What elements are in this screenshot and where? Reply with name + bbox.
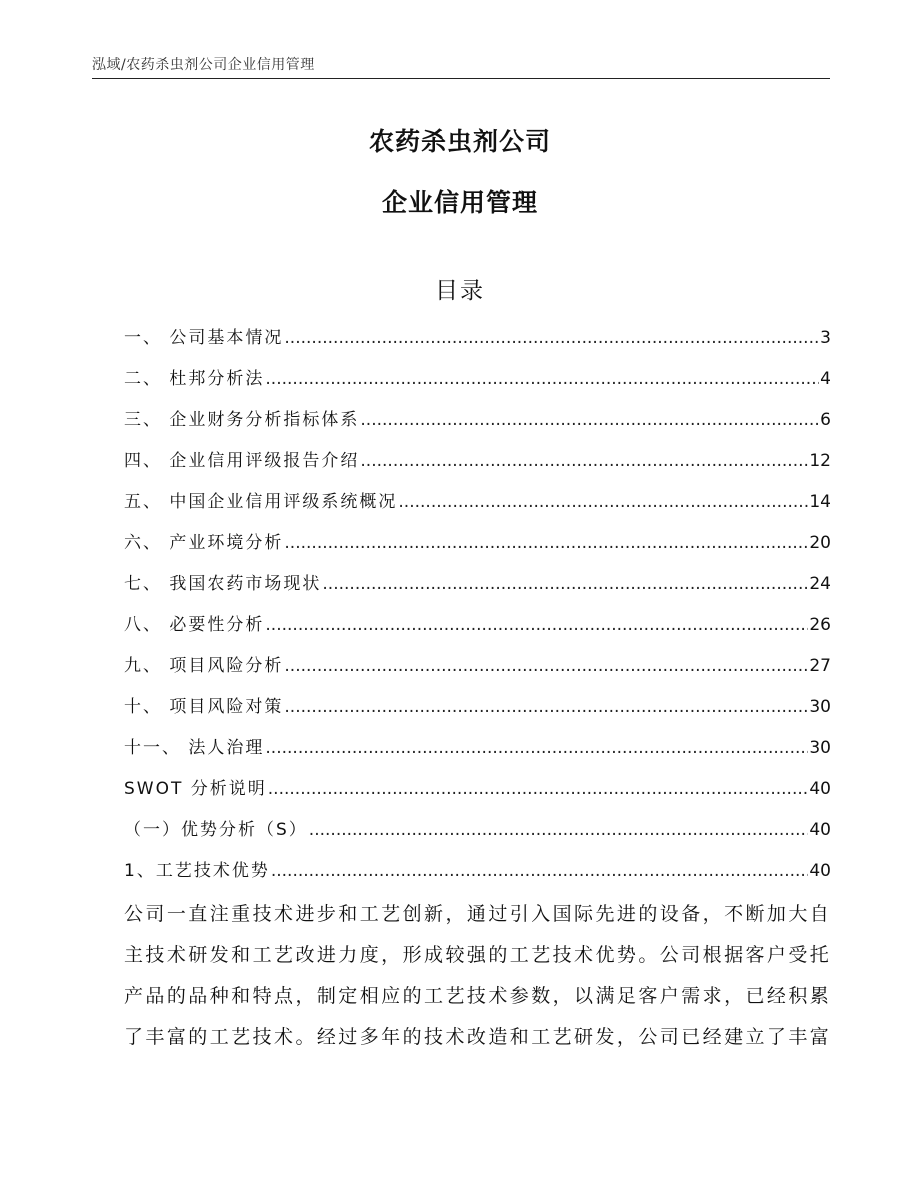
toc-entry-label: 六、 产业环境分析 [124,533,284,553]
toc-entry-11[interactable] [124,732,831,773]
toc-leader-dots [284,322,819,354]
toc-entry-page: 20 [809,533,831,553]
toc-entry-label: 十、 项目风险对策 [124,697,284,717]
toc-entry-1[interactable] [124,322,831,363]
toc-leader-dots [360,445,808,477]
toc-entry-label: 1、工艺技术优势 [124,861,270,881]
toc-leader-dots [265,363,819,395]
toc-entry-page: 14 [809,492,831,512]
document-title-line-2: 企业信用管理 [381,188,538,217]
toc-entry-page: 26 [809,615,831,635]
toc-entry-page: 30 [809,697,831,717]
toc-entry-page: 40 [809,820,831,840]
toc-entry-label: 三、 企业财务分析指标体系 [124,410,360,430]
toc-entry-page: 40 [809,779,831,799]
toc-entry-14[interactable] [124,855,831,896]
document-title-line-1: 农药杀虫剂公司 [368,127,551,156]
toc-entry-label: 一、 公司基本情况 [124,328,284,348]
header-rule [92,78,830,79]
toc-entry-3[interactable] [124,404,831,445]
toc-leader-dots [271,855,809,887]
toc-entry-label: 二、 杜邦分析法 [124,369,265,389]
toc-entry-label: 八、 必要性分析 [124,615,265,635]
toc-entry-label: 七、 我国农药市场现状 [124,574,322,594]
toc-leader-dots [309,814,809,846]
toc-entry-6[interactable] [124,527,831,568]
toc-entry-13[interactable] [124,814,831,855]
toc-entry-label: 四、 企业信用评级报告介绍 [124,451,360,471]
toc-entry-10[interactable] [124,691,831,732]
toc-leader-dots [360,404,819,436]
toc-entry-9[interactable] [124,650,831,691]
toc-entry-7[interactable] [124,568,831,609]
toc-entry-page: 40 [809,861,831,881]
toc-entry-page: 27 [809,656,831,676]
running-header: 泓域/农药杀虫剂公司企业信用管理 [92,57,315,73]
toc-leader-dots [398,486,808,518]
toc-entry-2[interactable] [124,363,831,404]
toc-entry-8[interactable] [124,609,831,650]
toc-entry-page: 6 [820,410,831,430]
toc-heading: 目录 [435,278,485,304]
toc-entry-4[interactable] [124,445,831,486]
toc-leader-dots [265,732,808,764]
table-of-contents [124,322,831,896]
toc-entry-page: 4 [820,369,831,389]
toc-leader-dots [284,650,808,682]
toc-entry-page: 24 [809,574,831,594]
toc-entry-label: 五、 中国企业信用评级系统概况 [124,492,398,512]
toc-entry-label: （一）优势分析（S） [124,820,308,840]
toc-entry-label: 九、 项目风险分析 [124,656,284,676]
toc-entry-page: 30 [809,738,831,758]
toc-leader-dots [268,773,809,805]
body-paragraph: 公司一直注重技术进步和工艺创新，通过引入国际先进的设备，不断加大自主技术研发和工艺改进力度，形成较强的工艺技术优势。公司根据客户受托产品的品种和特点，制定相应的工艺技术参数，以满足客户需求，已经积累了丰富的工艺技术。经过多年的技术改造和工艺研发，公司已经建立了丰富 [124,903,831,1048]
toc-entry-page: 3 [820,328,831,348]
toc-leader-dots [265,609,808,641]
toc-leader-dots [322,568,808,600]
toc-entry-page: 12 [809,451,831,471]
toc-leader-dots [284,527,808,559]
toc-entry-12[interactable] [124,773,831,814]
toc-entry-5[interactable] [124,486,831,527]
toc-entry-label: 十一、 法人治理 [124,738,265,758]
toc-entry-label: SWOT 分析说明 [124,779,267,799]
toc-leader-dots [284,691,808,723]
